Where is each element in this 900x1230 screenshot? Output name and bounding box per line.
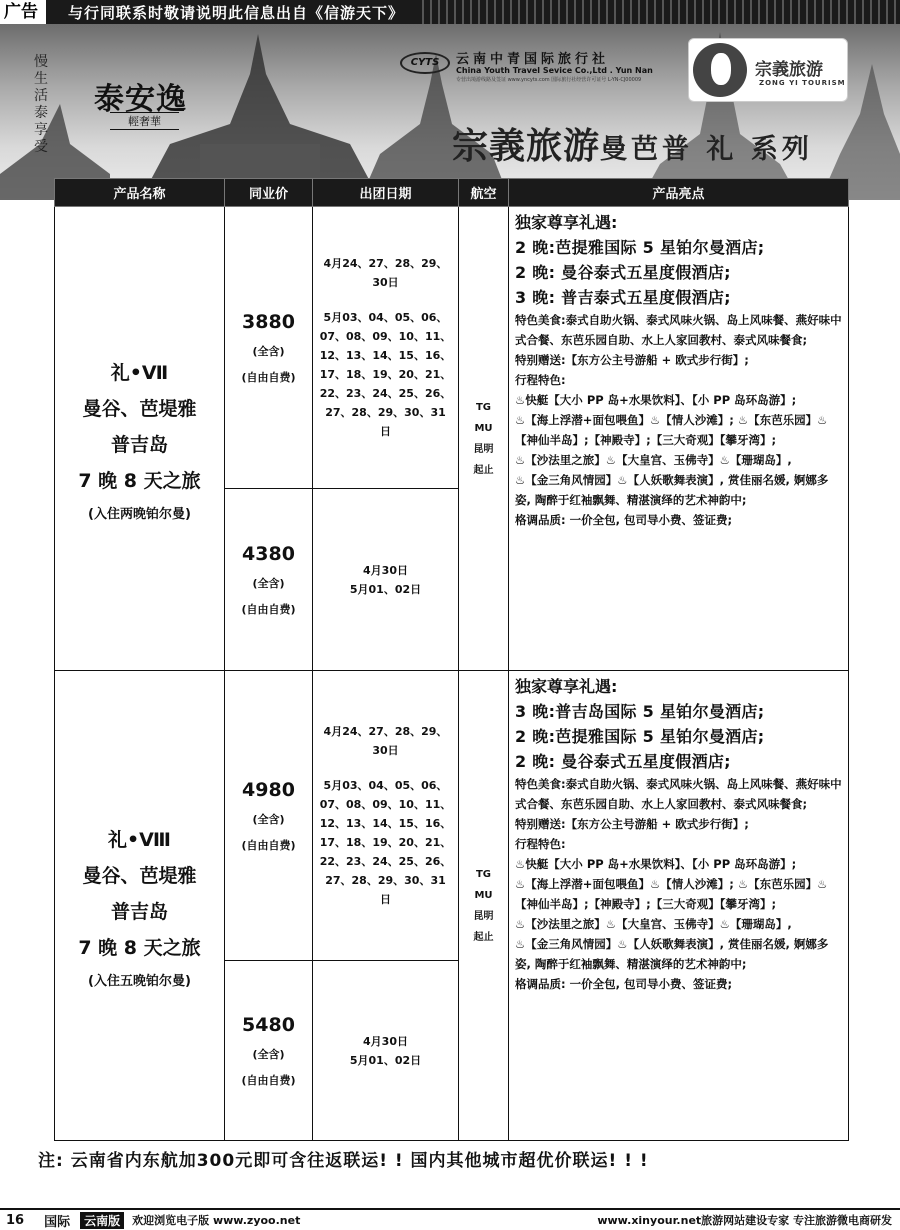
price-value: 4380 <box>242 542 295 565</box>
series-brand: 宗義旅游 <box>452 125 601 167</box>
price-tag-all-inclusive: (全含) <box>252 576 285 590</box>
date-line: 4月30日 <box>363 563 408 577</box>
product-name-line: 普吉岛 <box>110 434 168 456</box>
series-title <box>452 118 892 168</box>
itinerary-line: ♨【海上浮潜+面包喂鱼】♨【情人沙滩】; ♨【东芭乐园】♨【神仙半岛】;【神殿寺】;【三大奇观】【攀牙湾】; <box>515 413 828 447</box>
date-line: 27、28、29、30、31 <box>325 406 446 419</box>
hotel-line: 3 晚:普吉岛国际 5 星铂尔曼酒店; <box>515 702 765 721</box>
date-group <box>315 561 456 599</box>
airline-line: 起止 <box>473 931 494 943</box>
date-line: 22、23、24、25、26、 <box>319 387 452 400</box>
footer-note: 注: 云南省内东航加300元即可含往返联运! ! 国内其他城市超优价联运! ! ! <box>38 1151 649 1171</box>
price-cell <box>225 961 313 1141</box>
hotel-line: 2 晚:芭提雅国际 5 星铂尔曼酒店; <box>515 727 765 746</box>
header-product-name: 产品名称 <box>55 179 225 207</box>
hotel-line: 3 晚: 普吉泰式五星度假酒店; <box>515 288 731 307</box>
date-line: 17、18、19、20、21、 <box>319 368 452 381</box>
date-group <box>315 1032 456 1070</box>
taianyi-logo <box>28 54 228 155</box>
date-group <box>315 254 456 292</box>
agency-license: 专营出境游线路及签证 www.yncyts.com 国际旅行社经营许可证号 L-YN-CJ00009 <box>456 77 642 83</box>
itinerary-line: ♨【沙法里之旅】♨【大皇宫、玉佛寺】♨【珊瑚岛】, <box>515 453 792 467</box>
header-airline: 航空 <box>459 179 509 207</box>
price-tag-all-inclusive: (全含) <box>252 344 285 358</box>
table-row <box>55 671 849 961</box>
gift-line: 特别赠送:【东方公主号游船 + 欧式步行街】; <box>515 817 749 831</box>
date-line: 日 <box>380 425 391 438</box>
product-name-cell <box>55 671 225 1141</box>
date-line: 日 <box>380 893 391 906</box>
airline-cell <box>459 671 509 1141</box>
date-line: 12、13、14、15、16、 <box>319 349 452 362</box>
header-date: 出团日期 <box>313 179 459 207</box>
departure-date-cell <box>313 207 459 489</box>
itinerary-line: ♨【海上浮潜+面包喂鱼】♨【情人沙滩】; ♨【东芭乐园】♨【神仙半岛】;【神殿寺】;【三大奇观】【攀牙湾】; <box>515 877 828 911</box>
price-value: 3880 <box>242 310 295 333</box>
product-name-line: 礼•Ⅶ <box>110 362 169 384</box>
cyts-mark-icon: CYTS <box>400 52 450 74</box>
itinerary-line: ♨快艇【大小 PP 岛+水果饮料】、【小 PP 岛环岛游】; <box>515 393 797 407</box>
date-line: 07、08、09、10、11、 <box>319 330 452 343</box>
date-line: 30日 <box>372 276 399 289</box>
logo-brand-name: 泰安逸 <box>94 82 187 117</box>
header-highlights: 产品亮点 <box>509 179 849 207</box>
table-row <box>55 207 849 489</box>
zongyi-name-en: ZONG YI TOURISM <box>759 79 846 87</box>
agency-name-en: China Youth Travel Sevice Co.,Ltd . Yun Nan <box>456 66 653 75</box>
airline-line: 起止 <box>473 464 494 476</box>
agency-name-cn: 云南中青国际旅行社 <box>456 52 610 67</box>
highlights-title: 独家尊享礼遇: <box>515 213 618 232</box>
ad-bar-pattern <box>416 0 900 24</box>
food-line: 特色美食:泰式自助火锅、泰式风味火锅、岛上风味餐、燕好味中式合餐、东芭乐园自助、水上人家回教村、泰式风味餐食; <box>515 777 842 811</box>
page-number: 16 <box>6 1212 25 1228</box>
price-cell <box>225 207 313 489</box>
product-name-line: 7 晚 8 天之旅 <box>78 470 201 492</box>
highlights-cell <box>509 207 849 671</box>
departure-date-cell <box>313 961 459 1141</box>
price-tag-optional: (自由自费) <box>241 838 296 852</box>
quality-line: 格调品质: 一价全包, 包司导小费、签证费; <box>515 513 733 527</box>
ad-bar <box>0 0 900 24</box>
ad-tag: 广告 <box>0 0 46 24</box>
price-cell <box>225 671 313 961</box>
itinerary-title: 行程特色: <box>515 837 566 851</box>
date-line: 4月24、27、28、29、 <box>323 257 448 270</box>
hotel-line: 2 晚: 曼谷泰式五星度假酒店; <box>515 752 731 771</box>
price-cell <box>225 489 313 671</box>
airline-line: MU <box>474 422 493 434</box>
airline-line: 昆明 <box>473 910 494 922</box>
date-line: 4月24、27、28、29、 <box>323 725 448 738</box>
logo-brand-sub: 輕奢華 <box>110 112 179 130</box>
price-tag-all-inclusive: (全含) <box>252 812 285 826</box>
highlights-cell <box>509 671 849 1141</box>
product-name-line: 普吉岛 <box>110 901 168 923</box>
footprint-icon <box>711 53 731 85</box>
date-line: 30日 <box>372 744 399 757</box>
highlights-title: 独家尊享礼遇: <box>515 677 618 696</box>
food-line: 特色美食:泰式自助火锅、泰式风味火锅、岛上风味餐、燕好味中式合餐、东芭乐园自助、水上人家回教村、泰式风味餐食; <box>515 313 842 347</box>
series-name: 曼芭普 礼 系列 <box>600 134 813 165</box>
product-name-line: 7 晚 8 天之旅 <box>78 937 201 959</box>
zongyi-name-cn: 宗義旅游 <box>755 60 823 80</box>
agency-logo <box>400 46 690 86</box>
date-line: 5月03、04、05、06、 <box>323 311 448 324</box>
price-tag-optional: (自由自费) <box>241 602 296 616</box>
zongyi-logo <box>688 38 848 102</box>
price-value: 5480 <box>242 1013 295 1036</box>
price-tag-all-inclusive: (全含) <box>252 1047 285 1061</box>
itinerary-line: ♨【金三角风情园】♨【人妖歌舞表演】, 赏佳丽名媛, 婀娜多姿, 陶醉于红袖飘舞、精湛演绎的艺术神韵中; <box>515 937 829 971</box>
departure-date-cell <box>313 489 459 671</box>
edition-badge: 云南版 <box>80 1212 124 1229</box>
date-line: 4月30日 <box>363 1034 408 1048</box>
airline-line: MU <box>474 889 493 901</box>
date-group <box>315 722 456 760</box>
date-line: 12、13、14、15、16、 <box>319 817 452 830</box>
price-tag-optional: (自由自费) <box>241 370 296 384</box>
hotel-line: 2 晚:芭提雅国际 5 星铂尔曼酒店; <box>515 238 765 257</box>
airline-line: TG <box>475 401 492 413</box>
logo-vertical-slogan: 慢生活 泰享受 <box>34 54 48 155</box>
gift-line: 特别赠送:【东方公主号游船 + 欧式步行街】; <box>515 353 749 367</box>
date-line: 17、18、19、20、21、 <box>319 836 452 849</box>
price-tag-optional: (自由自费) <box>241 1073 296 1087</box>
product-name-line: 曼谷、芭堤雅 <box>82 398 197 420</box>
product-table <box>54 178 849 1141</box>
departure-date-cell <box>313 671 459 961</box>
airline-cell <box>459 207 509 671</box>
airline-line: 昆明 <box>473 443 494 455</box>
date-group <box>315 308 456 441</box>
ad-disclaimer: 与行同联系时敬请说明此信息出自《信游天下》 <box>68 3 405 22</box>
section-name: 国际 <box>44 1214 71 1230</box>
date-line: 27、28、29、30、31 <box>325 874 446 887</box>
header-price: 同业价 <box>225 179 313 207</box>
itinerary-line: ♨【沙法里之旅】♨【大皇宫、玉佛寺】♨【珊瑚岛】, <box>515 917 792 931</box>
itinerary-line: ♨快艇【大小 PP 岛+水果饮料】、【小 PP 岛环岛游】; <box>515 857 797 871</box>
bottom-bar <box>0 1208 900 1230</box>
date-group <box>315 776 456 909</box>
itinerary-line: ♨【金三角风情园】♨【人妖歌舞表演】, 赏佳丽名媛, 婀娜多姿, 陶醉于红袖飘舞、精湛演绎的艺术神韵中; <box>515 473 829 507</box>
airline-line: TG <box>475 868 492 880</box>
date-line: 5月03、04、05、06、 <box>323 779 448 792</box>
itinerary-title: 行程特色: <box>515 373 566 387</box>
date-line: 22、23、24、25、26、 <box>319 855 452 868</box>
product-note: (入住五晚铂尔曼) <box>88 974 191 989</box>
product-name-line: 曼谷、芭堤雅 <box>82 865 197 887</box>
quality-line: 格调品质: 一价全包, 包司导小费、签证费; <box>515 977 733 991</box>
product-name-cell <box>55 207 225 671</box>
price-value: 4980 <box>242 778 295 801</box>
date-line: 5月01、02日 <box>349 1053 422 1067</box>
table-header-row <box>55 179 849 207</box>
date-line: 07、08、09、10、11、 <box>319 798 452 811</box>
date-line: 5月01、02日 <box>349 582 422 596</box>
site-slogan-link[interactable]: www.xinyour.net旅游网站建设专家 专注旅游微电商研发 <box>597 1214 892 1227</box>
product-name-line: 礼•Ⅷ <box>108 829 171 851</box>
product-note: (入住两晚铂尔曼) <box>88 507 191 522</box>
browse-link[interactable]: 欢迎浏览电子版 www.zyoo.net <box>132 1214 301 1227</box>
hotel-line: 2 晚: 曼谷泰式五星度假酒店; <box>515 263 731 282</box>
header-banner <box>0 24 900 200</box>
